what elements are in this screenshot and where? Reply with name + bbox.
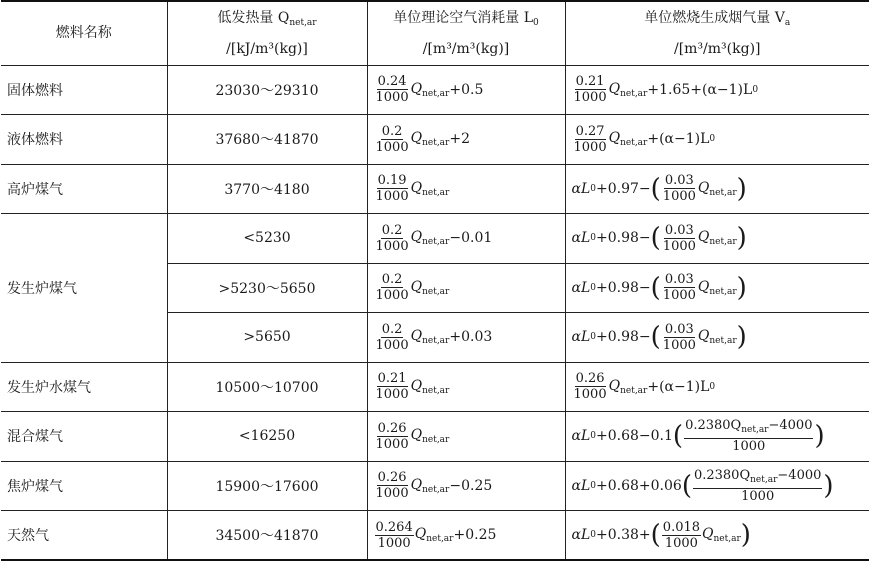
q-symbol: $Q_{net,ar}$: [697, 328, 737, 347]
table-row: [1, 164, 869, 214]
l-subscript: 0: [590, 183, 596, 194]
alpha-l: αL: [571, 180, 591, 197]
q-subscript: net,ar: [422, 88, 450, 99]
heat-value-cell: <16250: [167, 412, 367, 462]
fraction-denominator: 1000: [375, 486, 409, 502]
right-paren: ): [814, 421, 825, 452]
air-consumption-cell: [367, 214, 565, 264]
air-consumption-cell: [367, 65, 565, 115]
right-paren: ): [740, 520, 751, 550]
fraction: [573, 74, 608, 105]
fuel-name-cell: 焦炉煤气: [1, 461, 167, 511]
air-consumption-cell: [367, 115, 565, 165]
q-subscript: net,ar: [713, 534, 741, 544]
q-subscript: net,ar: [741, 425, 769, 436]
fraction: [693, 468, 822, 504]
flue-gas-cell: [565, 115, 869, 165]
fraction-denominator: 1000: [662, 189, 696, 205]
table-row: [1, 65, 869, 115]
fraction-numerator: 0.264: [375, 519, 413, 535]
fraction-denominator: 1000: [375, 288, 409, 304]
fraction-denominator: 1000: [662, 288, 696, 304]
air-formula: [374, 470, 493, 501]
flue-gas-cell: [565, 263, 869, 313]
left-paren: (: [672, 421, 684, 452]
gas-formula: [572, 272, 747, 303]
fuel-name-cell: 发生炉煤气: [1, 214, 167, 363]
q-subscript: net,ar: [422, 484, 450, 495]
fraction-numerator: $0.2380Q_{net,ar}-4000$: [684, 418, 813, 439]
air-formula: [374, 173, 450, 204]
air-consumption-cell: [367, 412, 565, 462]
flue-gas-cell: [565, 511, 869, 561]
fuel-name-cell: 天然气: [1, 511, 167, 561]
fraction: [375, 173, 410, 204]
flue-gas-cell: [565, 362, 869, 412]
heat-value-cell: 23030～29310: [167, 65, 367, 115]
air-formula: [374, 124, 471, 155]
gas-formula: [572, 468, 834, 504]
formula-mid: +0.68−0.1: [596, 428, 673, 445]
formula-tail: +0.25: [453, 527, 497, 543]
alpha-l: αL: [571, 477, 591, 494]
air-consumption-cell: [367, 164, 565, 214]
flue-gas-cell: [565, 164, 869, 214]
q-subscript: net,ar: [709, 286, 737, 297]
fraction-numerator: 0.03: [664, 272, 694, 288]
fraction-numerator: 0.2: [381, 123, 403, 139]
gas-formula: [572, 223, 747, 254]
fraction-numerator: 0.27: [575, 123, 605, 139]
fraction-denominator: 1000: [377, 535, 411, 551]
gas-formula: [572, 520, 751, 551]
fraction-denominator: 1000: [573, 387, 607, 403]
q-symbol: $Q_{net,ar}$: [414, 526, 454, 544]
q-subscript: net,ar: [750, 474, 778, 485]
fraction-numerator: 0.03: [664, 222, 694, 238]
fraction-denominator: 1000: [741, 488, 775, 504]
formula-mid: +1.65+(α−1)L: [647, 81, 753, 98]
left-paren: (: [650, 223, 661, 254]
table-row: [1, 362, 869, 412]
formula-mid: +0.68+0.06: [596, 477, 682, 494]
fraction: [375, 322, 410, 353]
fraction-denominator: 1000: [375, 337, 409, 353]
right-paren: ): [736, 173, 747, 204]
air-consumption-cell: [367, 263, 565, 313]
l-subscript: 0: [709, 134, 716, 145]
q-subscript: net,ar: [422, 385, 450, 396]
fraction: [375, 223, 410, 254]
gas-formula: [572, 173, 747, 204]
table-row: [1, 115, 869, 165]
heat-value-cell: 10500～10700: [167, 362, 367, 412]
q-symbol: $Q_{net,ar}$: [410, 377, 450, 396]
left-paren: (: [650, 272, 661, 303]
right-paren: ): [736, 272, 747, 303]
q-symbol: $Q_{net,ar}$: [697, 179, 737, 198]
q-symbol: $Q_{net,ar}$: [410, 179, 450, 198]
air-formula: [374, 421, 450, 452]
fraction-denominator: 1000: [662, 337, 696, 353]
formula-mid: +0.98−: [596, 230, 651, 247]
fraction: [375, 520, 414, 551]
q-symbol: $Q_{net,ar}$: [410, 278, 450, 297]
heat-value-cell: 34500～41870: [167, 511, 367, 561]
alpha-l: αL: [571, 329, 591, 346]
formula-tail: −0.25: [449, 477, 493, 494]
fraction-numerator: 0.2: [381, 321, 403, 337]
q-symbol: $Q_{net,ar}$: [608, 80, 648, 99]
fraction-numerator: 0.26: [575, 371, 605, 387]
table-row: [1, 511, 869, 561]
fraction: [684, 418, 813, 454]
alpha-l: αL: [571, 527, 591, 543]
air-formula: [374, 322, 493, 353]
l-subscript: 0: [590, 431, 596, 442]
q-subscript: net,ar: [422, 187, 450, 198]
fraction: [375, 124, 410, 155]
formula-mid: +0.38+: [596, 527, 651, 543]
air-formula: [374, 520, 497, 551]
formula-mid: +(α−1)L: [647, 378, 710, 395]
q-symbol: $Q_{net,ar}$: [702, 526, 741, 544]
q-symbol: $Q_{net,ar}$: [410, 229, 450, 248]
air-consumption-cell: [367, 461, 565, 511]
fraction-denominator: 1000: [732, 439, 766, 455]
l-subscript: 0: [590, 332, 596, 343]
alpha-l: αL: [571, 428, 591, 445]
table-row: [1, 461, 869, 511]
right-paren: ): [736, 322, 747, 353]
header-air-consumption: 单位理论空气消耗量 $L_0$ /[m³/m³(kg)]: [367, 1, 565, 65]
q-symbol: $Q_{net,ar}$: [697, 278, 737, 297]
fraction-numerator: 0.19: [377, 173, 407, 189]
q-subscript: net,ar: [422, 336, 450, 347]
fuel-name-cell: 高炉煤气: [1, 164, 167, 214]
q-subscript: net,ar: [709, 187, 737, 198]
fraction-denominator: 1000: [375, 436, 409, 452]
l-subscript: 0: [590, 530, 596, 540]
fraction-numerator: 0.03: [664, 321, 694, 337]
fraction-numerator: 0.018: [662, 519, 701, 535]
header-fuel-name: 燃料名称: [1, 1, 167, 65]
fraction-numerator: 0.24: [377, 74, 407, 90]
q-subscript: net,ar: [709, 336, 737, 347]
l-subscript: 0: [709, 381, 716, 392]
air-consumption-cell: [367, 511, 565, 561]
formula-tail: −0.01: [449, 230, 493, 247]
heat-value-cell: >5230～5650: [167, 263, 367, 313]
alpha-l: αL: [571, 279, 591, 296]
fraction: [662, 272, 697, 303]
q-subscript: net,ar: [709, 237, 737, 248]
gas-formula: [572, 322, 747, 353]
l-subscript: 0: [590, 480, 596, 491]
formula-mid: +0.97−: [596, 180, 651, 197]
heat-value-cell: >5650: [167, 313, 367, 363]
fraction: [573, 124, 608, 155]
q-symbol: $Q_{net,ar}$: [410, 476, 450, 495]
flue-gas-cell: [565, 461, 869, 511]
fraction-denominator: 1000: [573, 90, 607, 106]
q-subscript: net,ar: [422, 237, 450, 248]
fraction-denominator: 1000: [375, 139, 409, 155]
air-formula: [374, 272, 450, 303]
q-subscript: net,ar: [620, 88, 648, 99]
heat-value-cell: 3770～4180: [167, 164, 367, 214]
left-paren: (: [650, 322, 661, 353]
fraction: [662, 322, 697, 353]
fraction-denominator: 1000: [662, 238, 696, 254]
table-body: [1, 65, 869, 560]
fraction: [375, 470, 410, 501]
fraction-numerator: $0.2380Q_{net,ar}-4000$: [693, 468, 822, 489]
left-paren: (: [681, 470, 692, 501]
air-consumption-cell: [367, 362, 565, 412]
fraction-numerator: 0.2: [381, 222, 403, 238]
fraction-numerator: 0.21: [575, 74, 605, 90]
q-subscript: net,ar: [620, 385, 648, 396]
flue-gas-cell: [565, 214, 869, 264]
fraction: [375, 272, 410, 303]
fuel-name-cell: 混合煤气: [1, 412, 167, 462]
fraction-numerator: 0.03: [664, 173, 694, 189]
fraction-denominator: 1000: [375, 387, 409, 403]
heat-value-cell: 15900～17600: [167, 461, 367, 511]
formula-tail: +2: [449, 131, 470, 148]
l-subscript: 0: [590, 233, 596, 244]
fraction: [375, 421, 410, 452]
formula-mid: +0.98−: [596, 279, 651, 296]
heat-value-cell: 37680～41870: [167, 115, 367, 165]
table-row: [1, 412, 869, 462]
formula-mid: +(α−1)L: [647, 131, 710, 148]
fraction-numerator: 0.26: [377, 470, 407, 486]
air-formula: [374, 223, 493, 254]
gas-formula: [572, 124, 716, 155]
l-subscript: 0: [752, 84, 759, 95]
right-paren: ): [823, 470, 834, 501]
fraction-denominator: 1000: [664, 535, 698, 551]
q-symbol: $Q_{net,ar}$: [697, 229, 737, 248]
q-subscript: net,ar: [422, 138, 450, 149]
fuel-combustion-table: [1, 0, 869, 561]
alpha-l: αL: [571, 230, 591, 247]
fraction-numerator: 0.2: [381, 272, 403, 288]
q-symbol: $Q_{net,ar}$: [410, 80, 450, 99]
header-flue-gas: 单位燃烧生成烟气量 $V_a$ /[m³/m³(kg)]: [565, 1, 869, 65]
flue-gas-cell: [565, 65, 869, 115]
formula-tail: +0.5: [449, 81, 484, 98]
fraction: [375, 371, 410, 402]
fraction-denominator: 1000: [375, 189, 409, 205]
formula-tail: +0.03: [449, 329, 493, 346]
fraction: [573, 371, 608, 402]
gas-formula: [572, 74, 759, 105]
fraction-numerator: 0.21: [377, 371, 407, 387]
left-paren: (: [650, 520, 661, 550]
fraction-denominator: 1000: [573, 139, 607, 155]
q-subscript: net,ar: [620, 138, 648, 149]
q-symbol: $Q_{net,ar}$: [410, 130, 450, 149]
fuel-name-cell: 固体燃料: [1, 65, 167, 115]
fraction-denominator: 1000: [375, 90, 409, 106]
flue-gas-cell: [565, 412, 869, 462]
fraction: [662, 520, 701, 551]
fuel-name-cell: 液体燃料: [1, 115, 167, 165]
gas-formula: [572, 418, 825, 454]
q-subscript: net,ar: [426, 534, 454, 544]
table-header: [1, 1, 869, 65]
fraction: [662, 173, 697, 204]
air-formula: [374, 74, 484, 105]
fraction: [662, 223, 697, 254]
fraction: [375, 74, 410, 105]
gas-formula: [572, 371, 716, 402]
right-paren: ): [736, 223, 747, 254]
air-consumption-cell: [367, 313, 565, 363]
header-heat-value: 低发热量 $Q_{net,ar}$ /[kJ/m³(kg)]: [167, 1, 367, 65]
q-subscript: net,ar: [422, 286, 450, 297]
q-symbol: $Q_{net,ar}$: [410, 427, 450, 446]
q-symbol: $Q_{net,ar}$: [410, 328, 450, 347]
table-row: [1, 214, 869, 264]
fuel-name-cell: 发生炉水煤气: [1, 362, 167, 412]
air-formula: [374, 371, 450, 402]
fraction-denominator: 1000: [375, 238, 409, 254]
formula-mid: +0.98−: [596, 329, 651, 346]
l-subscript: 0: [590, 282, 596, 293]
fraction-numerator: 0.26: [377, 420, 407, 436]
q-subscript: net,ar: [422, 435, 450, 446]
left-paren: (: [650, 173, 661, 204]
q-symbol: $Q_{net,ar}$: [608, 377, 648, 396]
q-symbol: $Q_{net,ar}$: [608, 130, 648, 149]
heat-value-cell: <5230: [167, 214, 367, 264]
flue-gas-cell: [565, 313, 869, 363]
